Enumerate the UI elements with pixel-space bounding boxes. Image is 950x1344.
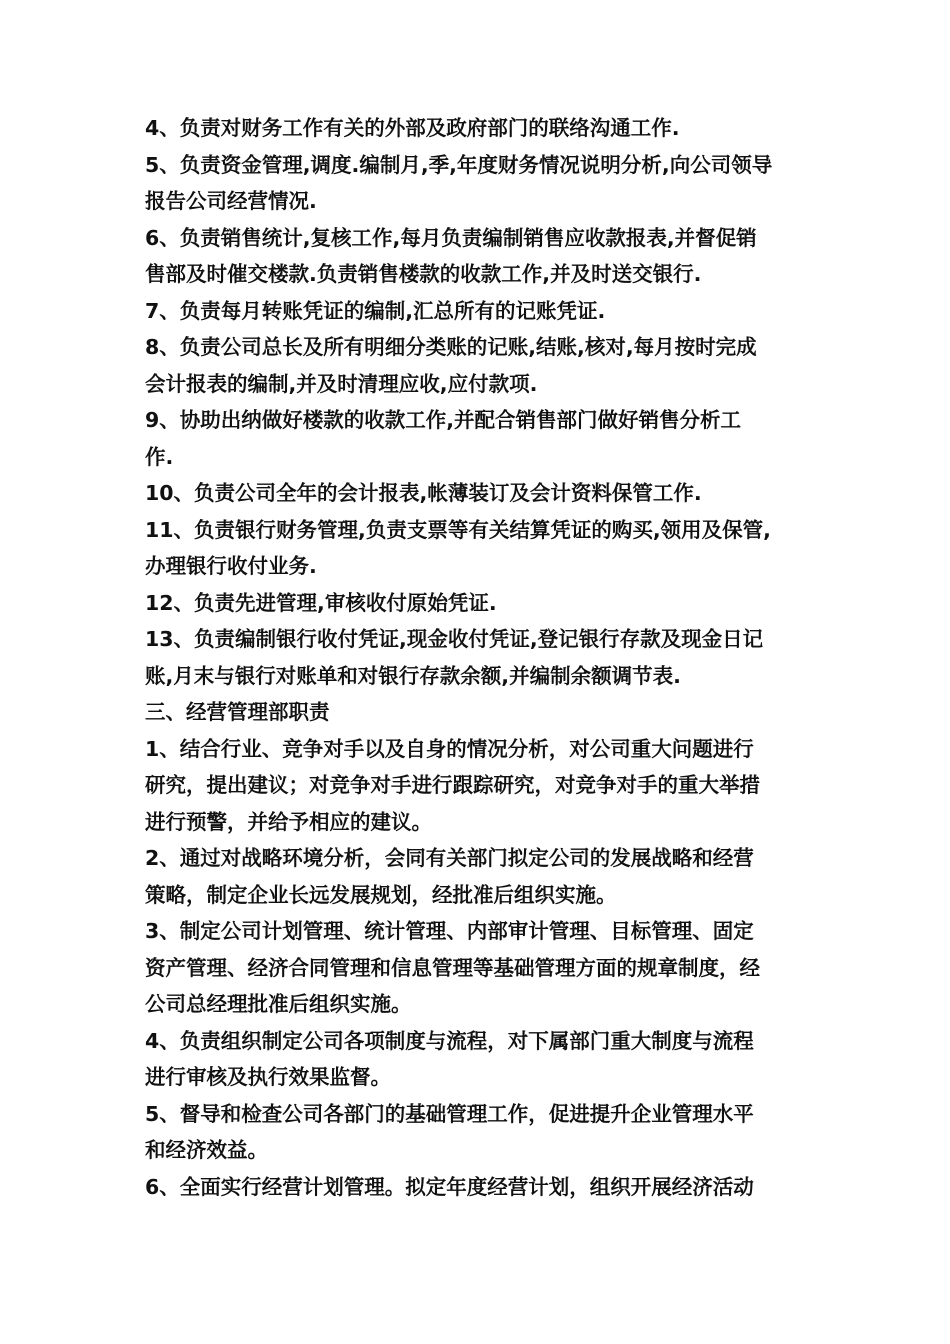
paragraph-finance-6 <box>145 220 810 293</box>
text-line: 办理银行收付业务. <box>145 554 317 578</box>
text-line: 和经济效益。 <box>145 1138 268 1162</box>
paragraph-finance-7 <box>145 293 810 330</box>
text-line: 6、负责销售统计,复核工作,每月负责编制销售应收款报表,并督促销 <box>145 225 757 250</box>
text-line: 5、督导和检查公司各部门的基础管理工作，促进提升企业管理水平 <box>145 1101 754 1126</box>
text-line: 4、负责组织制定公司各项制度与流程，对下属部门重大制度与流程 <box>145 1028 754 1053</box>
text-line: 售部及时催交楼款.负责销售楼款的收款工作,并及时送交银行. <box>145 262 702 286</box>
text-line: 6、全面实行经营计划管理。拟定年度经营计划，组织开展经济活动 <box>145 1174 754 1199</box>
text-line: 公司总经理批准后组织实施。 <box>145 992 412 1016</box>
paragraph-ops-2 <box>145 840 810 913</box>
text-line: 研究，提出建议；对竞争对手进行跟踪研究，对竞争对手的重大举措 <box>145 773 760 797</box>
text-line: 作. <box>145 444 174 469</box>
document-body <box>145 110 810 1205</box>
text-line: 4、负责对财务工作有关的外部及政府部门的联络沟通工作. <box>145 116 680 140</box>
text-line: 10、负责公司全年的会计报表,帐薄装订及会计资料保管工作. <box>145 481 702 505</box>
text-line: 2、通过对战略环境分析，会同有关部门拟定公司的发展战略和经营 <box>145 846 754 870</box>
text-line: 12、负责先进管理,审核收付原始凭证. <box>145 590 497 615</box>
paragraph-finance-9 <box>145 402 810 475</box>
text-line: 进行审核及执行效果监督。 <box>145 1065 391 1089</box>
paragraph-ops-1 <box>145 731 810 841</box>
paragraph-finance-11 <box>145 512 810 585</box>
text-line: 9、协助出纳做好楼款的收款工作,并配合销售部门做好销售分析工 <box>145 408 742 432</box>
paragraph-finance-12 <box>145 585 810 622</box>
paragraph-ops-4 <box>145 1023 810 1096</box>
text-line: 11、负责银行财务管理,负责支票等有关结算凭证的购买,领用及保管, <box>145 517 771 542</box>
paragraph-finance-5 <box>145 147 810 220</box>
section-heading <box>145 694 810 731</box>
text-line: 3、制定公司计划管理、统计管理、内部审计管理、目标管理、固定 <box>145 919 754 943</box>
text-line: 13、负责编制银行收付凭证,现金收付凭证,登记银行存款及现金日记 <box>145 627 764 651</box>
paragraph-finance-4 <box>145 110 810 147</box>
text-line: 8、负责公司总长及所有明细分类账的记账,结账,核对,每月按时完成 <box>145 335 757 359</box>
paragraph-ops-6 <box>145 1169 810 1206</box>
paragraph-finance-10 <box>145 475 810 512</box>
paragraph-ops-3 <box>145 913 810 1023</box>
text-line: 策略，制定企业长远发展规划，经批准后组织实施。 <box>145 882 617 907</box>
text-line: 账,月末与银行对账单和对银行存款余额,并编制余额调节表. <box>145 663 681 688</box>
text-line: 7、负责每月转账凭证的编制,汇总所有的记账凭证. <box>145 298 606 323</box>
paragraph-ops-5 <box>145 1096 810 1169</box>
text-line: 会计报表的编制,并及时清理应收,应付款项. <box>145 371 538 396</box>
text-line: 三、经营管理部职责 <box>145 700 330 724</box>
text-line: 5、负责资金管理,调度.编制月,季,年度财务情况说明分析,向公司领导 <box>145 152 773 177</box>
paragraph-finance-13 <box>145 621 810 694</box>
text-line: 报告公司经营情况. <box>145 189 317 213</box>
text-line: 1、结合行业、竞争对手以及自身的情况分析，对公司重大问题进行 <box>145 736 754 761</box>
paragraph-finance-8 <box>145 329 810 402</box>
text-line: 资产管理、经济合同管理和信息管理等基础管理方面的规章制度，经 <box>145 955 760 980</box>
text-line: 进行预警，并给予相应的建议。 <box>145 809 432 834</box>
